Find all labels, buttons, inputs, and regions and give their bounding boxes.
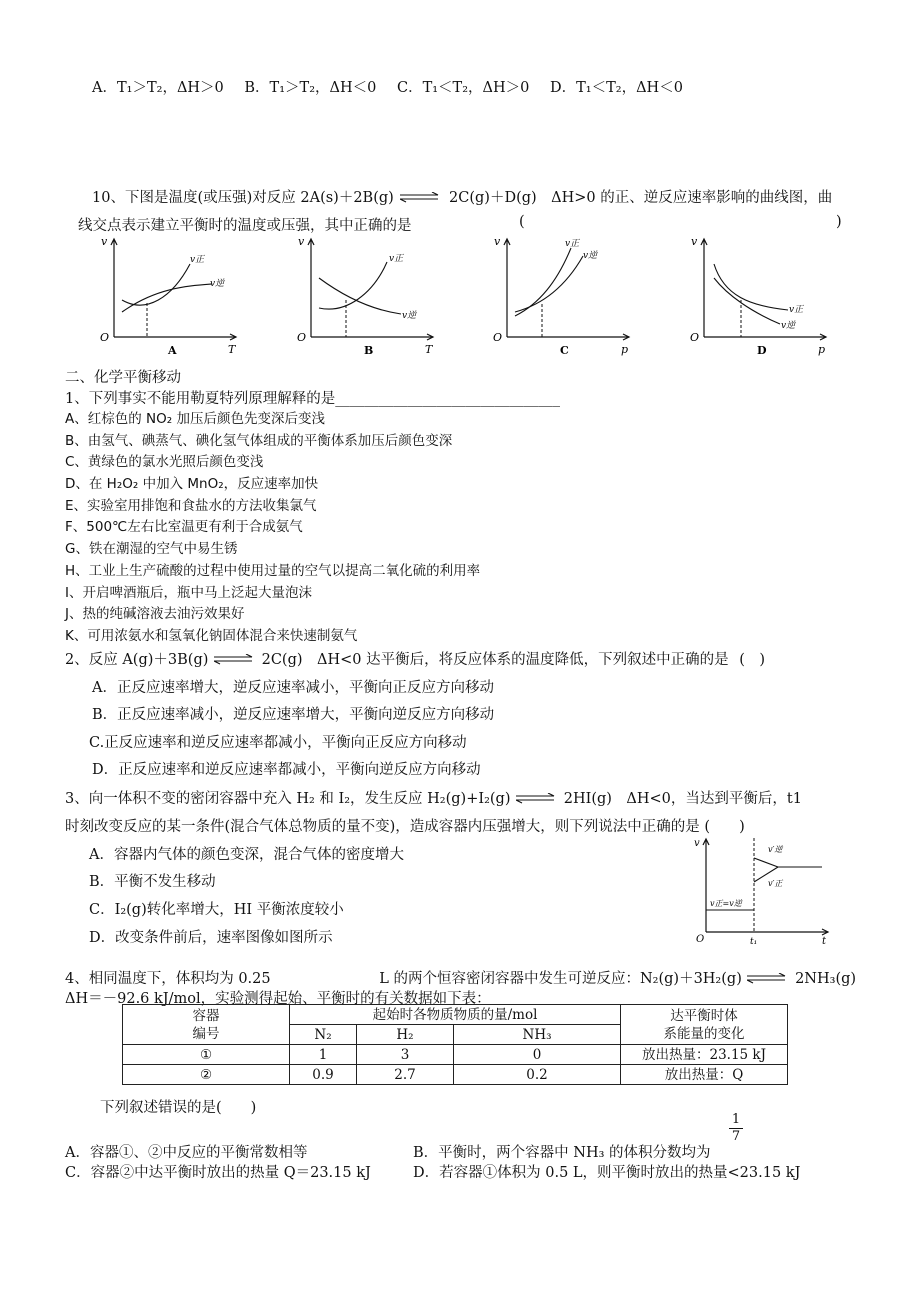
table-cell: 0 <box>454 1045 621 1065</box>
graph-d-caption: D <box>757 344 767 357</box>
table-cell: 1 <box>290 1045 357 1065</box>
q10-paren-close: ) <box>836 214 842 230</box>
table-row <box>123 1045 788 1065</box>
q4-stem-c: 2NH₃(g) <box>795 971 857 987</box>
q10-paren-open: ( <box>519 214 525 230</box>
table-col-h2: H₂ <box>357 1025 454 1045</box>
graph-d-origin: O <box>690 331 700 344</box>
q1-item: I、开启啤酒瓶后，瓶中马上泛起大量泡沫 <box>65 584 312 601</box>
equilibrium-arrow-icon <box>400 192 442 204</box>
table-row <box>123 1065 788 1085</box>
q3-graph-x-label: t <box>822 936 827 947</box>
q4-option-b: B．平衡时，两个容器中 NH₃ 的体积分数均为 <box>413 1145 711 1161</box>
q1-item: G、铁在潮湿的空气中易生锈 <box>65 541 238 558</box>
graph-a-origin: O <box>100 331 110 344</box>
q1-item: E、实验室用排饱和食盐水的方法收集氯气 <box>65 497 317 514</box>
table-cell: 3 <box>357 1045 454 1065</box>
q9-option-d: D．T₁＜T₂，ΔH＜0 <box>549 80 683 96</box>
q3-graph-equal-label: v正=v逆 <box>710 899 742 908</box>
q10-line1 <box>92 186 832 207</box>
q1-stem-text: 1、下列事实不能用勒夏特列原理解释的是 <box>65 391 336 407</box>
q2-answer-paren[interactable]: ( ) <box>739 652 766 668</box>
q3-answer-paren[interactable]: ( ) <box>704 819 745 835</box>
q2-stem-b: 2C(g) ΔH<0 达平衡后，将反应体系的温度降低，下列叙述中正确的是 <box>261 652 729 668</box>
graph-d-forward-label: v正 <box>789 305 804 315</box>
graph-c-reverse-curve <box>515 256 583 312</box>
equilibrium-arrow-icon <box>214 654 256 666</box>
graph-a-forward-curve <box>122 264 190 305</box>
q1-item: H、工业上生产硫酸的过程中使用过量的空气以提高二氧化硫的利用率 <box>65 562 481 579</box>
q4-stem-a: 4、相同温度下，体积均为 0.25 <box>65 971 271 987</box>
q1-answer-blank[interactable]: _______________________________ <box>335 391 560 407</box>
graph-a-reverse-curve <box>122 284 212 312</box>
q1-item: D、在 H₂O₂ 中加入 MnO₂，反应速率加快 <box>65 476 319 493</box>
q1-stem <box>65 387 560 408</box>
q3-graph-forward-label: v′正 <box>768 879 783 888</box>
q10-stem-b: 2C(g)＋D(g) ΔH>0 的正、逆反应速率影响的曲线图，曲 <box>449 190 833 206</box>
q4-line2: ΔH＝－92.6 kJ/mol，实验测得起始、平衡时的有关数据如下表： <box>65 991 491 1007</box>
q4-prompt: 下列叙述错误的是( ) <box>100 1100 257 1116</box>
q2-option-c: C.正反应速率和逆反应速率都减小，平衡向正反应方向移动 <box>89 735 467 751</box>
q10-stem-a: 10、下图是温度(或压强)对反应 2A(s)＋2B(g) <box>92 190 394 206</box>
graph-d-x-label: p <box>818 343 826 356</box>
graph-a-caption: A <box>168 344 177 357</box>
graph-b-x-label: T <box>425 343 433 356</box>
q9-options <box>92 76 683 97</box>
q2-stem-a: 2、反应 A(g)＋3B(g) <box>65 652 209 668</box>
table-cell: 放出热量：Q <box>621 1065 788 1085</box>
q1-item: J、热的纯碱溶液去油污效果好 <box>65 606 245 623</box>
q3-stem-b: 2HI(g) ΔH<0，当达到平衡后，t1 <box>563 791 802 807</box>
q3-option-b: B．平衡不发生移动 <box>89 874 216 890</box>
q3-line1 <box>65 787 802 808</box>
table-cell: ① <box>123 1045 290 1065</box>
section-title: 二、化学平衡移动 <box>65 370 181 386</box>
q10-line2: 线交点表示建立平衡时的温度或压强，其中正确的是 <box>78 218 412 234</box>
graph-c <box>487 234 637 358</box>
q4-option-c: C．容器②中达平衡时放出的热量 Q＝23.15 kJ <box>65 1165 371 1181</box>
table-cell: 放出热量：23.15 kJ <box>621 1045 788 1065</box>
graph-b <box>291 234 441 358</box>
graph-c-origin: O <box>493 331 503 344</box>
q3-graph-y-label: v <box>694 838 700 849</box>
q2-option-b: B．正反应速率减小，逆反应速率增大，平衡向逆反应方向移动 <box>92 707 495 723</box>
q2-option-a: A．正反应速率增大，逆反应速率减小，平衡向正反应方向移动 <box>92 680 494 696</box>
graph-d <box>684 234 834 358</box>
table-header-container: 容器 编号 <box>123 1005 290 1045</box>
table-cell: ② <box>123 1065 290 1085</box>
graph-a-y-label: v <box>101 235 108 248</box>
table-header-initial: 起始时各物质物质的量/mol <box>290 1005 621 1025</box>
table-cell: 0.2 <box>454 1065 621 1085</box>
graph-c-reverse-label: v逆 <box>583 251 598 261</box>
graph-a <box>94 234 244 358</box>
q2-stem <box>65 648 765 669</box>
equilibrium-arrow-icon <box>516 793 558 805</box>
graph-a-forward-label: v正 <box>190 255 205 265</box>
graph-b-caption: B <box>364 344 374 357</box>
fraction-numerator: 1 <box>731 1112 741 1127</box>
q2-option-d: D．正反应速率和逆反应速率都减小，平衡向逆反应方向移动 <box>92 762 481 778</box>
graph-c-y-label: v <box>494 235 501 248</box>
q3-option-a: A．容器内气体的颜色变深，混合气体的密度增大 <box>89 847 404 863</box>
q1-item: C、黄绿色的氯水光照后颜色变浅 <box>65 454 264 471</box>
q4-line1 <box>65 967 856 988</box>
graph-b-reverse-label: v逆 <box>402 311 417 321</box>
graph-d-forward-curve <box>714 264 788 310</box>
graph-b-forward-label: v正 <box>389 254 404 264</box>
table-col-n2: N₂ <box>290 1025 357 1045</box>
q9-option-c: C．T₁＜T₂，ΔH＞0 <box>396 80 530 96</box>
graph-c-forward-curve <box>515 248 571 316</box>
graph-c-caption: C <box>560 344 569 357</box>
graph-d-reverse-label: v逆 <box>781 321 796 331</box>
table-cell: 2.7 <box>357 1065 454 1085</box>
q4-fraction <box>729 1112 743 1145</box>
q3-rate-graph <box>694 836 834 948</box>
q4-stem-b: L 的两个恒容密闭容器中发生可逆反应：N₂(g)＋3H₂(g) <box>379 971 742 987</box>
q9-option-b: B．T₁＞T₂，ΔH＜0 <box>244 80 377 96</box>
q4-data-table <box>122 1004 788 1085</box>
fraction-denominator: 7 <box>729 1128 743 1145</box>
equilibrium-arrow-icon <box>747 973 789 985</box>
q1-items <box>65 409 480 648</box>
q3-option-c: C．I₂(g)转化率增大，HI 平衡浓度较小 <box>89 902 344 918</box>
graph-c-x-label: p <box>621 343 629 356</box>
table-col-nh3: NH₃ <box>454 1025 621 1045</box>
graph-b-origin: O <box>297 331 307 344</box>
graph-a-x-label: T <box>228 343 236 356</box>
q3-graph-t1-label: t₁ <box>750 937 758 947</box>
q1-item: F、500℃左右比室温更有利于合成氨气 <box>65 519 303 536</box>
q1-item: K、可用浓氨水和氢氧化钠固体混合来快速制氨气 <box>65 627 358 644</box>
q4-option-d: D．若容器①体积为 0.5 L，则平衡时放出的热量<23.15 kJ <box>413 1165 801 1181</box>
q3-stem-line2: 时刻改变反应的某一条件(混合气体总物质的量不变)，造成容器内压强增大，则下列说法中正确的是 <box>65 819 700 835</box>
q9-option-a: A．T₁＞T₂，ΔH＞0 <box>92 80 224 96</box>
table-cell: 0.9 <box>290 1065 357 1085</box>
q1-item: A、红棕色的 NO₂ 加压后颜色先变深后变浅 <box>65 411 325 427</box>
graph-c-forward-label: v正 <box>565 239 580 249</box>
table-header-energy: 达平衡时体 系能量的变化 <box>621 1005 788 1045</box>
q3-line2 <box>65 815 745 836</box>
graph-b-y-label: v <box>298 235 305 248</box>
q3-graph-origin: O <box>696 934 705 945</box>
q3-stem-a: 3、向一体积不变的密闭容器中充入 H₂ 和 I₂，发生反应 H₂(g)+I₂(g) <box>65 791 511 807</box>
q3-graph-reverse-label: v′逆 <box>768 845 783 854</box>
q1-item: B、由氢气、碘蒸气、碘化氢气体组成的平衡体系加压后颜色变深 <box>65 432 453 449</box>
q3-option-d: D．改变条件前后，速率图像如图所示 <box>89 930 333 946</box>
q4-option-a: A．容器①、②中反应的平衡常数相等 <box>65 1145 308 1161</box>
graph-d-y-label: v <box>691 235 698 248</box>
graph-a-reverse-label: v逆 <box>210 279 225 289</box>
